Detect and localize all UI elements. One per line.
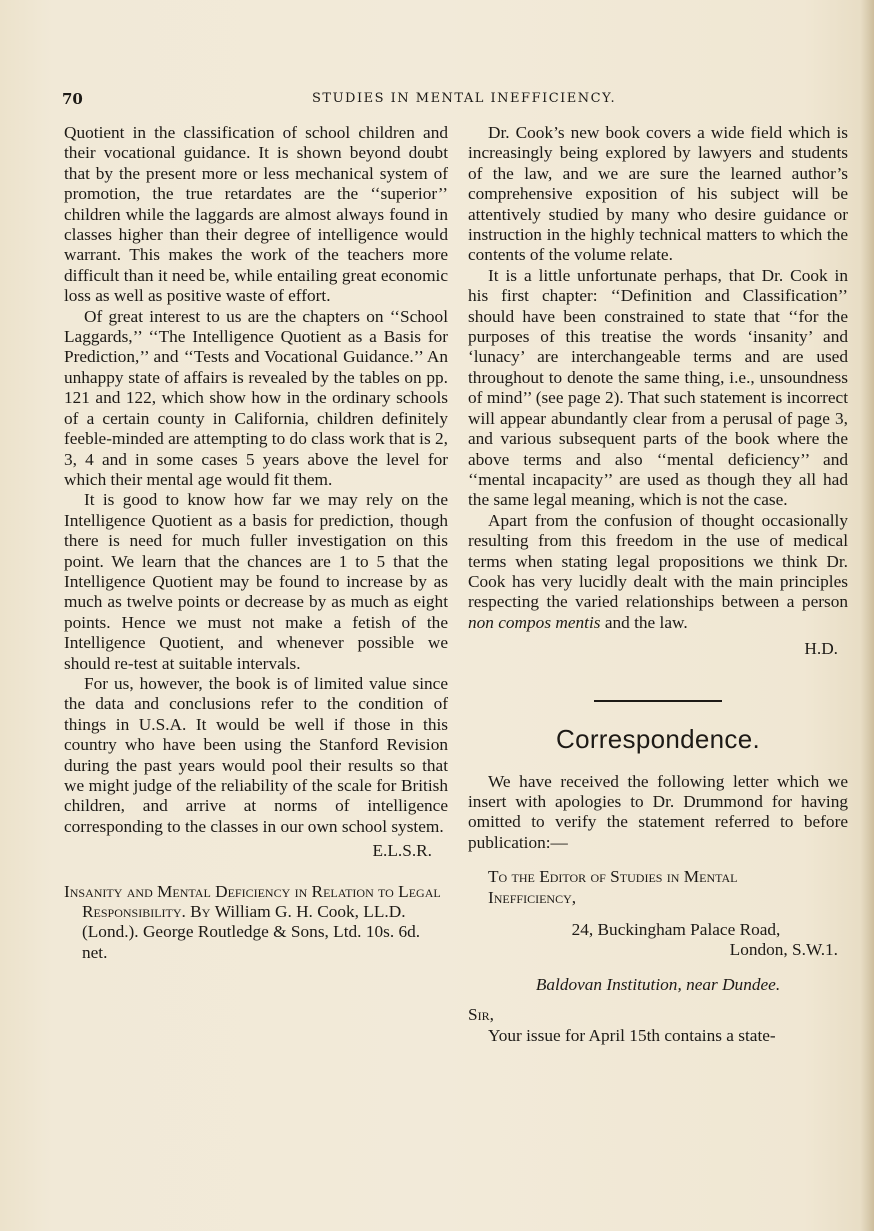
reviewer-signature: E.L.S.R. xyxy=(372,841,432,861)
review-heading xyxy=(64,882,448,964)
page-number: 70 xyxy=(62,90,83,108)
letter-body: Your issue for April 15th contains a state- xyxy=(488,1025,776,1045)
paragraph: For us, however, the book is of limited value since the data and conclusions refer to the condition of things in U.S.A. It would be well if those in this country who have been using the Stanford Revision during the past years would pool their results so that we might judge of the reliability of the scale for British children, and arrive at norms of intelligence corresponding to the classes in our own school system. xyxy=(64,673,448,836)
sender-address: 24, Buckingham Palace Road, xyxy=(571,920,781,939)
section-title: Correspondence. xyxy=(556,723,760,754)
paragraph: Of great interest to us are the chapters on ‘‘School Laggards,’’ ‘‘The Intelligence Quotient as a Basis for Prediction,’’ and ‘‘Tests and Vocational Guidance.’’ An unhappy state of affairs is revealed by the tables on pp. 121 and 122, which show how in the ordinary schools of a certain county in California, children definitely feeble-minded are attempting to do class work that is 2, 3, 4 and in some cases 5 years above the level for which their mental age would fit them. xyxy=(64,306,448,489)
paragraph: Dr. Cook’s new book covers a wide field which is increasingly being explored by lawyers and students of the law, and we are sure the learned author’s comprehensive exposition of his subject will be attentively studied by many who desire guidance or instruction in the highly technical matters to which the contents of the volume relate. xyxy=(468,123,848,265)
paragraph: Quotient in the classification of school children and their vocational guidance. It is shown beyond doubt that by the present more or less mechanical system of promotion, the true retardates are the ‘‘superior’’ children while the laggards are almost always found in classes higher than their degree of intelligence would warrant. This makes the work of the teachers more difficult than it need be, while entailing great economic loss as well as positive waste of effort. xyxy=(64,123,448,306)
review-byline: William G. H. Cook, LL.D. (Lond.). George Routledge & Sons, Ltd. 10s. 6d. net. xyxy=(82,902,421,962)
paragraph-text: Apart from the confusion of thought occasionally resulting from this freedom in the use of medical terms when stating legal propositions we think Dr. Cook has very lucidly dealt with the main principles respecting the varied relationships between a person xyxy=(468,510,848,612)
paragraph: It is good to know how far we may rely on the Intelligence Quotient as a basis for prediction, though there is need for much fuller investigation on this point. We learn that the chances are 1 to 5 that the Intelligence Quotient may be found to increase by as much as twelve points or decrease by as much as eight points. Hence we must not make a fetish of the Intelligence Quotient, and whenever possible we should re-test at suitable intervals. xyxy=(64,490,448,673)
running-title: STUDIES IN MENTAL INEFFICIENCY. xyxy=(312,91,617,106)
editor-note: We have received the following letter which we insert with apologies to Dr. Drummond for having omitted to verify the statement referred to before publication:— xyxy=(468,771,848,852)
paragraph: It is a little unfortunate perhaps, that Dr. Cook in his first chapter: ‘‘Definition and Classification’’ should have been constrained to state that ‘‘for the purposes of this treatise the words ‘insanity’ and ‘lunacy’ are interchangeable terms and are used throughout to denote the same thing, i.e., unsoundness of mind’’ (see page 2). That such statement is incorrect will appear abundantly clear from a perusal of page 3, and various subsequent parts of the book where the above terms and also ‘‘mental deficiency’’ and ‘‘mental incapacity’’ are used as though they all had the same legal meaning, which is not the case. xyxy=(468,265,848,510)
section-divider xyxy=(594,700,722,702)
institution: Baldovan Institution, near Dundee. xyxy=(535,974,781,994)
letter-address-line: To the Editor of Studies in Mental xyxy=(488,867,738,887)
sender-city: London, S.W.1. xyxy=(729,940,838,960)
right-column xyxy=(468,123,848,1046)
reviewer-signature: H.D. xyxy=(804,639,838,659)
review-title: Insanity and Mental Deficiency in Relation to Legal Responsibility. By xyxy=(64,881,441,922)
paragraph xyxy=(468,511,848,633)
left-column xyxy=(64,123,448,963)
latin-phrase: non compos mentis xyxy=(468,612,601,632)
salutation: Sir, xyxy=(468,1005,494,1025)
page-edge xyxy=(860,0,874,1231)
paragraph-text-end: and the law. xyxy=(604,612,688,632)
running-header xyxy=(62,90,802,112)
letter-address-line: Inefficiency, xyxy=(488,887,577,907)
